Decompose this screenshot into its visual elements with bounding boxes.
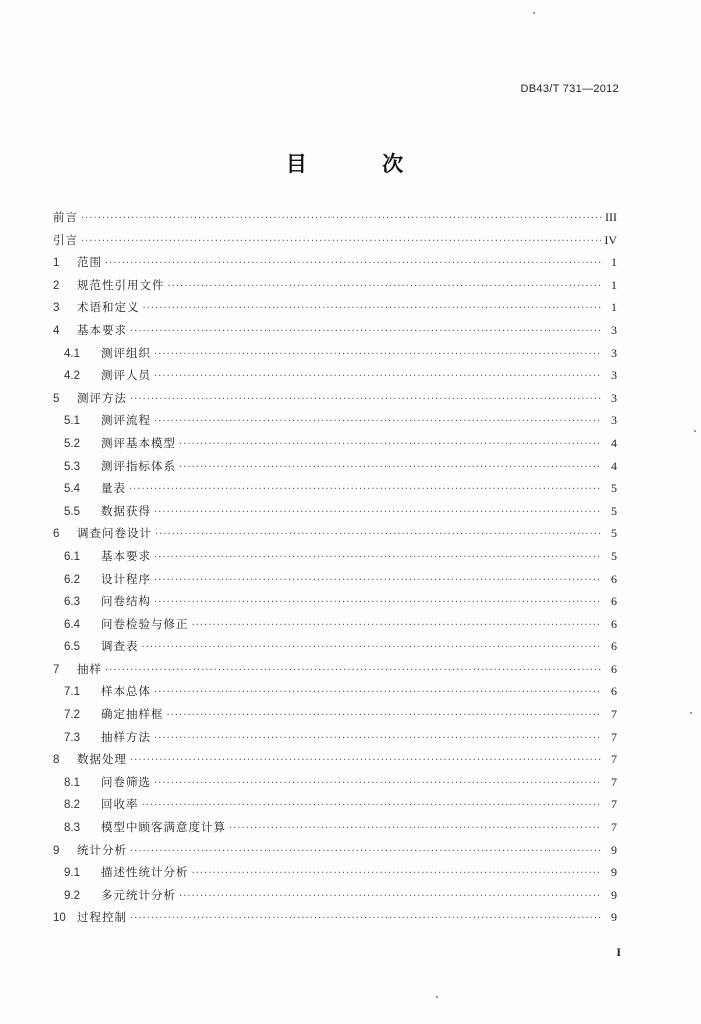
dot-leader (154, 597, 602, 608)
dot-leader (129, 484, 602, 495)
toc-entry[interactable] (53, 322, 617, 345)
toc-entry[interactable] (53, 774, 617, 797)
toc-entry-title: 数据获得 (101, 503, 151, 518)
toc-entry-number: 7.1 (64, 686, 80, 699)
toc-entry[interactable] (53, 367, 617, 390)
toc-entry-page: 3 (611, 413, 617, 428)
toc-entry-number: 7.2 (64, 709, 80, 722)
toc-entry[interactable] (53, 864, 617, 887)
toc-entry-page: 6 (611, 639, 617, 654)
toc-entry-title: 调查问卷设计 (77, 526, 152, 541)
dot-leader (154, 778, 602, 789)
toc-entry-title: 数据处理 (77, 752, 127, 767)
toc-entry-page: 7 (611, 797, 617, 812)
dot-leader (179, 891, 602, 902)
toc-entry-page: 3 (611, 390, 617, 405)
dot-leader (81, 236, 601, 247)
toc-entry-page: 6 (611, 594, 617, 609)
toc-entry-number: 6.5 (64, 641, 80, 654)
toc-entry-page: 6 (611, 571, 617, 586)
toc-entry[interactable] (53, 842, 617, 865)
dot-leader (168, 281, 603, 292)
toc-entry-title: 确定抽样框 (101, 707, 164, 722)
toc-entry-title: 量表 (101, 481, 126, 496)
toc-entry[interactable] (53, 525, 617, 548)
toc-entry[interactable] (53, 412, 617, 435)
toc-entry-title: 设计程序 (101, 571, 151, 586)
toc-entry-page: 1 (611, 277, 617, 292)
toc-entry[interactable] (53, 706, 617, 729)
toc-entry-number: 7.3 (64, 731, 80, 744)
page-number: I (616, 945, 621, 959)
toc-entry-title: 调查表 (101, 639, 139, 654)
table-of-contents (53, 209, 617, 932)
toc-entry-page: 1 (611, 300, 617, 315)
dot-leader (179, 462, 602, 473)
page-title: 目 次 (285, 152, 438, 176)
toc-entry-number: 8.2 (64, 799, 80, 812)
toc-entry-page: 9 (611, 842, 617, 857)
toc-entry[interactable] (53, 796, 617, 819)
dot-leader (130, 913, 602, 924)
toc-entry-page: 7 (611, 774, 617, 789)
toc-entry-title: 测评人员 (101, 368, 151, 383)
dot-leader (142, 642, 603, 653)
toc-entry[interactable] (53, 390, 617, 413)
toc-entry-number: 8.1 (64, 776, 80, 789)
toc-entry-title: 前言 (53, 210, 78, 224)
scan-speck (694, 430, 696, 432)
toc-entry-title: 抽样 (77, 661, 102, 676)
toc-entry-number: 8.3 (64, 822, 80, 835)
toc-entry-title: 样本总体 (101, 684, 151, 699)
toc-entry-title: 引言 (53, 232, 78, 247)
toc-entry-title: 测评指标体系 (101, 458, 176, 473)
toc-entry-title: 测评流程 (101, 413, 151, 428)
dot-leader (192, 620, 603, 631)
dot-leader (105, 258, 602, 269)
toc-entry[interactable] (53, 503, 617, 526)
toc-entry[interactable] (53, 299, 617, 322)
toc-entry-page: 5 (611, 481, 617, 496)
toc-entry-number: 6 (53, 528, 60, 541)
toc-entry-number: 6.3 (64, 596, 80, 609)
toc-entry-number: 5.5 (64, 505, 80, 518)
dot-leader (130, 755, 602, 766)
toc-entry-page: 6 (611, 684, 617, 699)
toc-entry-title: 多元统计分析 (101, 887, 176, 902)
scan-speck (436, 996, 438, 998)
toc-entry-page: 3 (611, 368, 617, 383)
toc-entry-page: 3 (611, 322, 617, 337)
toc-entry[interactable] (53, 909, 617, 932)
toc-entry-number: 4.2 (64, 370, 80, 383)
dot-leader (154, 371, 602, 382)
toc-entry-page: 5 (611, 548, 617, 563)
toc-entry-page: 9 (611, 887, 617, 902)
toc-entry-title: 抽样方法 (101, 729, 151, 744)
toc-entry[interactable] (53, 593, 617, 616)
dot-leader (154, 575, 602, 586)
dot-leader (142, 800, 603, 811)
toc-entry-number: 8 (53, 754, 60, 767)
dot-leader (154, 687, 602, 698)
toc-entry-title: 基本要求 (101, 548, 151, 563)
toc-entry-page: 4 (611, 435, 617, 450)
dot-leader (130, 846, 602, 857)
toc-entry-number: 9 (53, 844, 60, 857)
toc-entry[interactable] (53, 887, 617, 910)
toc-entry-number: 6.2 (64, 573, 80, 586)
toc-entry-title: 测评基本模型 (101, 435, 176, 450)
dot-leader (81, 213, 602, 224)
toc-entry[interactable] (53, 345, 617, 368)
toc-entry-page: 7 (611, 820, 617, 835)
toc-entry[interactable] (53, 480, 617, 503)
toc-entry[interactable] (53, 209, 617, 232)
toc-entry-number: 9.1 (64, 867, 80, 880)
dot-leader (130, 394, 602, 405)
dot-leader (154, 507, 602, 518)
toc-entry-title: 基本要求 (77, 322, 127, 337)
toc-entry-number: 3 (53, 302, 60, 315)
toc-entry-title: 测评组织 (101, 345, 151, 360)
standard-code: DB43/T 731—2012 (520, 83, 619, 95)
toc-entry[interactable] (53, 571, 617, 594)
toc-entry-title: 回收率 (101, 797, 139, 812)
toc-entry-page: 4 (611, 458, 617, 473)
toc-entry-title: 测评方法 (77, 390, 127, 405)
toc-entry-title: 术语和定义 (77, 300, 140, 315)
toc-entry-page: 9 (611, 910, 617, 925)
dot-leader (154, 416, 602, 427)
toc-entry[interactable] (53, 638, 617, 661)
dot-leader (105, 665, 602, 676)
dot-leader (179, 439, 602, 450)
toc-entry-page: 9 (611, 865, 617, 880)
scan-speck (690, 712, 692, 714)
toc-entry-page: 3 (611, 345, 617, 360)
dot-leader (155, 529, 602, 540)
dot-leader (154, 733, 602, 744)
dot-leader (154, 552, 602, 563)
toc-entry-number: 2 (53, 279, 60, 292)
toc-entry[interactable] (53, 277, 617, 300)
toc-entry-page: 5 (611, 503, 617, 518)
toc-entry-page: 7 (611, 729, 617, 744)
toc-entry[interactable] (53, 232, 617, 255)
toc-entry-number: 5 (53, 392, 60, 405)
toc-entry-number: 4.1 (64, 347, 80, 360)
toc-entry-number: 1 (53, 257, 60, 270)
toc-entry-number: 6.1 (64, 550, 80, 563)
toc-entry[interactable] (53, 683, 617, 706)
dot-leader (192, 868, 603, 879)
toc-entry-title: 统计分析 (77, 842, 127, 857)
toc-entry[interactable] (53, 729, 617, 752)
toc-entry-number: 9.2 (64, 889, 80, 902)
dot-leader (167, 710, 603, 721)
toc-entry-page: III (605, 210, 617, 224)
dot-leader (130, 326, 602, 337)
toc-entry-title: 模型中顾客满意度计算 (101, 820, 226, 835)
toc-entry-title: 过程控制 (77, 910, 127, 925)
toc-entry-number: 6.4 (64, 618, 80, 631)
toc-entry-title: 范围 (77, 255, 102, 270)
dot-leader (154, 349, 602, 360)
toc-entry-number: 5.1 (64, 415, 80, 428)
toc-entry[interactable] (53, 254, 617, 277)
toc-entry-number: 4 (53, 324, 60, 337)
toc-entry-title: 问卷筛选 (101, 774, 151, 789)
toc-entry-title: 问卷结构 (101, 594, 151, 609)
toc-entry-title: 问卷检验与修正 (101, 616, 189, 631)
toc-entry-number: 5.3 (64, 460, 80, 473)
toc-entry-number: 10 (53, 912, 66, 925)
toc-entry-page: 1 (611, 255, 617, 270)
toc-entry[interactable] (53, 458, 617, 481)
toc-entry[interactable] (53, 435, 617, 458)
toc-entry-number: 5.4 (64, 483, 80, 496)
scan-speck (533, 12, 535, 14)
toc-entry-number: 5.2 (64, 437, 80, 450)
toc-entry[interactable] (53, 819, 617, 842)
toc-entry[interactable] (53, 661, 617, 684)
dot-leader (143, 303, 603, 314)
toc-entry-number: 7 (53, 663, 60, 676)
toc-entry[interactable] (53, 616, 617, 639)
toc-entry[interactable] (53, 751, 617, 774)
toc-entry-title: 描述性统计分析 (101, 865, 189, 880)
toc-entry-page: 5 (611, 526, 617, 541)
toc-entry-page: 7 (611, 707, 617, 722)
dot-leader (229, 823, 602, 834)
toc-entry-page: 6 (611, 616, 617, 631)
toc-entry-page: 6 (611, 661, 617, 676)
toc-entry-page: IV (604, 232, 617, 247)
toc-entry-title: 规范性引用文件 (77, 277, 165, 292)
toc-entry[interactable] (53, 548, 617, 571)
toc-entry-page: 7 (611, 752, 617, 767)
